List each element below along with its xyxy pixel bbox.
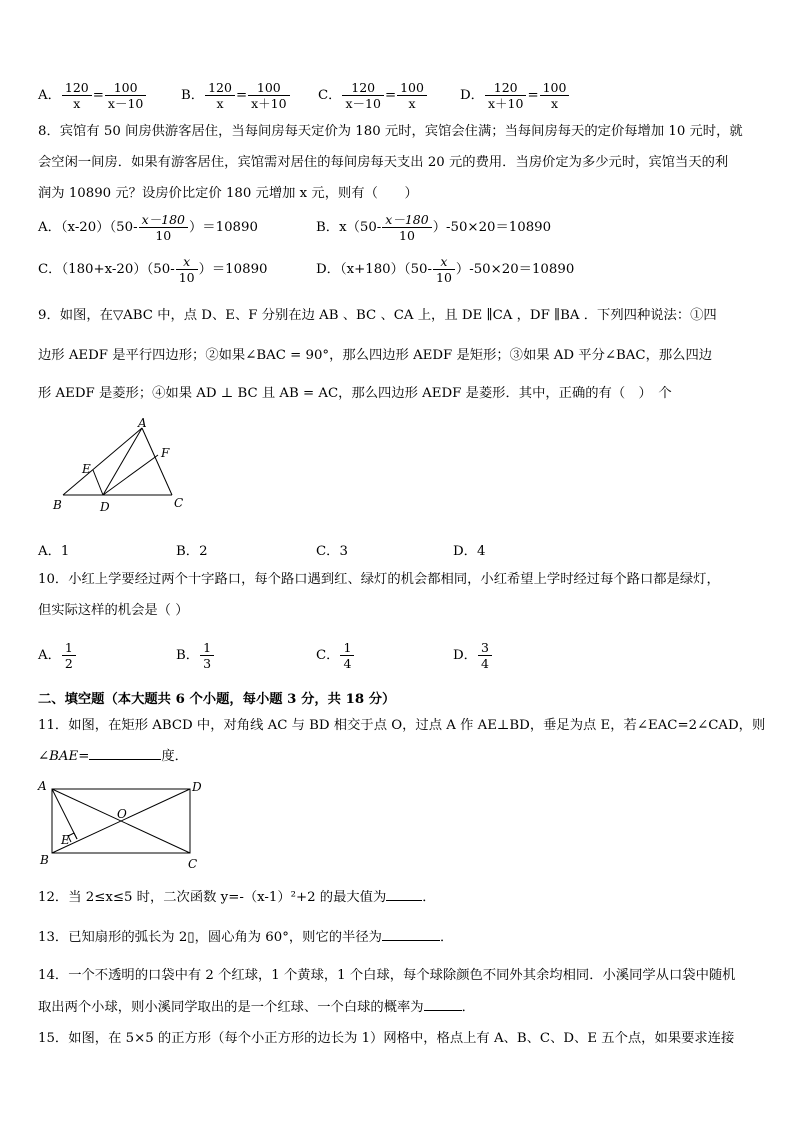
q9-label-f: F: [161, 446, 170, 460]
q11-rectangle-figure: [36, 778, 216, 873]
q13-answer-blank[interactable]: [382, 940, 440, 941]
q11-line1: 11．如图，在矩形 ABCD 中，对角线 AC 与 BD 相交于点 O，过点 A 作 AE⊥BD，垂足为点 E，若∠EAC=2∠CAD，则: [38, 718, 766, 733]
q9-label-d: D: [100, 500, 110, 514]
q9-edge-ac: [142, 428, 172, 495]
q14-line1: 14．一个不透明的口袋中有 2 个红球，1 个黄球，1 个白球，每个球除颜色不同外其余均相同．小溪同学从口袋中随机: [38, 968, 736, 983]
q11-label-c: C: [188, 857, 198, 871]
q11-label-d: D: [192, 780, 202, 794]
q11-label-b: B: [40, 853, 49, 867]
q14-line2: 取出两个小球，则小溪同学取出的是一个红球、一个白球的概率为 ．: [38, 1000, 475, 1015]
q8-option-a: A．（x-20）（50- $\frac{x-180}{10}$ ）＝10890: [38, 212, 258, 243]
q9-line1: 9．如图，在▽ABC 中，点 D、E、F 分别在边 AB 、BC 、CA 上，且 DE ∥CA ，DF ∥BA ．下列四种说法：①四: [38, 308, 717, 323]
q14-answer-blank[interactable]: [424, 1010, 462, 1011]
q9-edge-ba: [63, 428, 142, 495]
q9-triangle-figure: [45, 418, 195, 518]
q8-line3: 润为 10890 元？设房价比定价 180 元增加 x 元，则有（ ）: [38, 186, 418, 201]
q13-line: 13．已知扇形的弧长为 2▯，圆心角为 60°，则它的半径为 ．: [38, 930, 454, 945]
q12-answer-blank[interactable]: [386, 900, 422, 901]
q8-option-d: D．（x+180）（50- $\frac{x}{10}$ ）-50×20＝10890: [316, 254, 575, 285]
q10-option-c: C． $\frac{1}{4}$: [316, 640, 355, 671]
q12-line: 12．当 2≤x≤5 时，二次函数 y=-（x-1）²+2 的最大值为 ．: [38, 890, 436, 905]
q10-option-d: D． $\frac{3}{4}$: [453, 640, 493, 671]
q10-option-b: B． $\frac{1}{3}$: [176, 640, 215, 671]
q9-label-b: B: [53, 498, 62, 512]
q9-option-c: C．3: [316, 544, 348, 559]
q7-option-b: B． $\frac{120}{x}$ = $\frac{100}{x+10}$: [181, 80, 291, 111]
q9-option-b: B．2: [176, 544, 208, 559]
q9-segment-df: [103, 455, 158, 495]
section-title-fill-blank: 二、填空题（本大题共 6 个小题，每小题 3 分，共 18 分）: [38, 692, 396, 707]
q11-line2: ∠BAE= 度．: [38, 749, 188, 764]
q11-label-a: A: [38, 779, 47, 793]
q15-line1: 15．如图，在 5×5 的正方形（每个小正方形的边长为 1）网格中，格点上有 A、B、C、D、E 五个点，如果要求连接: [38, 1031, 735, 1046]
q9-segment-ed: [93, 470, 103, 495]
q9-segment-ad: [103, 428, 142, 495]
q10-line1: 10．小红上学要经过两个十字路口，每个路口遇到红、绿灯的机会都相同，小红希望上学时经过每个路口都是绿灯，: [38, 572, 720, 587]
q11-answer-blank[interactable]: [89, 759, 161, 760]
q9-line2: 边形 AEDF 是平行四边形；②如果∠BAC = 90°，那么四边形 AEDF 是矩形；③如果 AD 平分∠BAC，那么四边: [38, 348, 713, 363]
q9-line3: 形 AEDF 是菱形；④如果 AD ⊥ BC 且 AB = AC，那么四边形 AEDF 是菱形．其中，正确的有（ ） 个: [38, 386, 672, 401]
q9-option-d: D．4: [453, 544, 486, 559]
q7-option-a: A． $\frac{120}{x}$ = $\frac{100}{x-10}$: [38, 80, 147, 111]
q8-option-c: C．（180+x-20）（50- $\frac{x}{10}$ ）＝10890: [38, 254, 268, 285]
q11-segment-ae: [52, 789, 77, 839]
q7-option-d: D． $\frac{120}{x+10}$ = $\frac{100}{x}$: [460, 80, 570, 111]
q8-line2: 会空闲一间房．如果有游客居住，宾馆需对居住的每间房每天支出 20 元的费用．当房价定为多少元时，宾馆当天的利: [38, 155, 729, 170]
q11-label-e: E: [61, 833, 70, 847]
q9-label-c: C: [174, 496, 184, 510]
q11-label-o: O: [117, 807, 127, 821]
q9-option-a: A．1: [38, 544, 70, 559]
q9-label-a: A: [138, 418, 147, 430]
q7-option-c: C． $\frac{120}{x-10}$ = $\frac{100}{x}$: [318, 80, 428, 111]
q10-line2: 但实际这样的机会是（ ）: [38, 603, 189, 618]
q10-option-a: A． $\frac{1}{2}$: [38, 640, 77, 671]
q9-label-e: E: [82, 462, 91, 476]
q8-option-b: B．x（50- $\frac{x-180}{10}$ ）-50×20＝10890: [316, 212, 552, 243]
q8-line1: 8．宾馆有 50 间房供游客居住，当每间房每天定价为 180 元时，宾馆会住满；当每间房每天的定价每增加 10 元时，就: [38, 124, 743, 139]
